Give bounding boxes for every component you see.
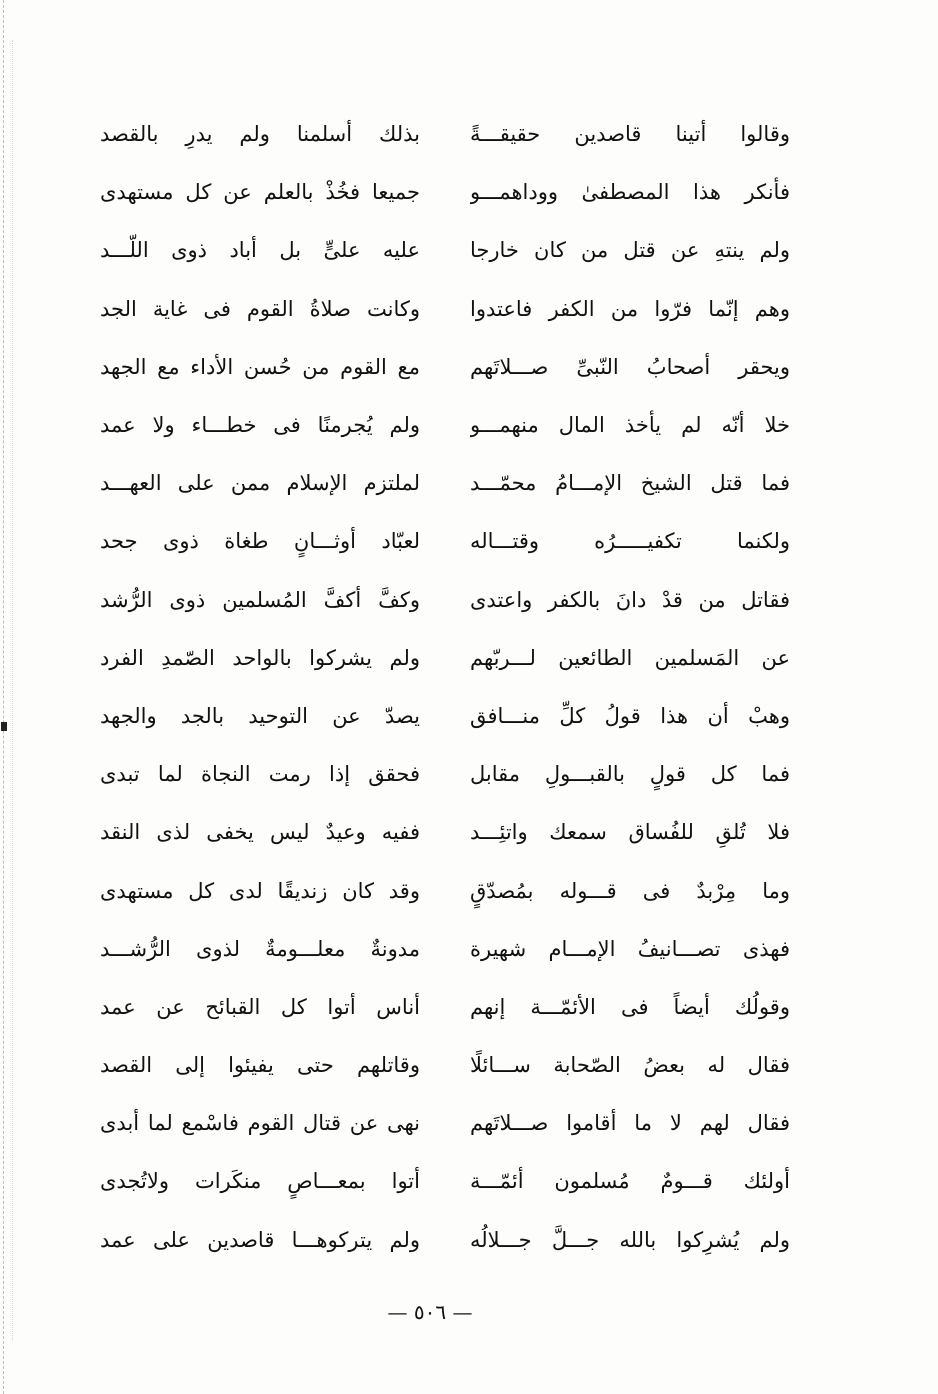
verse-second-hemistich: ولم يتركوهـــا قاصدين على عمد bbox=[100, 1227, 420, 1252]
verse-line bbox=[100, 338, 790, 396]
verse-line bbox=[100, 163, 790, 221]
verse-second-hemistich: عليه علىٍّ بل أباد ذوى اللّـــد bbox=[100, 238, 420, 263]
verse-first-hemistich: وهبْ أن هذا قولُ كلِّ منـــافق bbox=[470, 703, 790, 728]
verse-first-hemistich: وقالوا أتينا قاصدين حقيقـــةً bbox=[470, 122, 790, 147]
verse-first-hemistich: فقاتل من قدْ دانَ بالكفر واعتدى bbox=[470, 587, 790, 612]
verse-second-hemistich: أتوا بمعـــاصٍ منكَرات ولاتُجدى bbox=[100, 1169, 420, 1194]
verse-line bbox=[100, 861, 790, 919]
verse-second-hemistich: لعبّاد أوثـــانٍ طغاة ذوى جحد bbox=[100, 529, 420, 554]
verse-line bbox=[100, 1211, 790, 1269]
verse-second-hemistich: وقد كان زنديقًا لدى كل مستهدى bbox=[100, 878, 420, 903]
verse-first-hemistich: فقال لهم لا ما أقاموا صـــلاتَهم bbox=[470, 1111, 790, 1136]
verse-second-hemistich: فحقق إذا رمت النجاة لما تبدى bbox=[100, 762, 420, 787]
verse-first-hemistich: فهذى تصـــانيفُ الإمـــام شهيرة bbox=[470, 936, 790, 961]
verse-line bbox=[100, 571, 790, 629]
verse-line bbox=[100, 454, 790, 512]
verse-line bbox=[100, 745, 790, 803]
verse-first-hemistich: ولم ينتهِ عن قتل من كان خارجا bbox=[470, 238, 790, 263]
verse-line bbox=[100, 280, 790, 338]
verse-second-hemistich: لملتزم الإسلام ممن على العهـــد bbox=[100, 471, 420, 496]
verse-first-hemistich: وهم إنّما فرّوا من الكفر فاعتدوا bbox=[470, 296, 790, 321]
verse-first-hemistich: خلا أنّه لم يأخذ المال منهمـــو bbox=[470, 413, 790, 438]
verse-second-hemistich: مدونةٌ معلـــومةٌ لذوى الرُّشـــد bbox=[100, 936, 420, 961]
verse-second-hemistich: نهى عن قتال القوم فاسْمع لما أبدى bbox=[100, 1111, 420, 1136]
page-number: — ٥٠٦ — bbox=[387, 1300, 473, 1324]
poem-body bbox=[100, 105, 790, 1269]
verse-line bbox=[100, 1036, 790, 1094]
verse-first-hemistich: فقال له بعضُ الصّحابة ســـائلًا bbox=[470, 1053, 790, 1078]
verse-first-hemistich: وما مِرْبدٌ فى قـــوله بمُصدّقٍ bbox=[470, 878, 790, 903]
verse-second-hemistich: وكفَّ أكفَّ المُسلمين ذوى الرُّشد bbox=[100, 587, 420, 612]
verse-second-hemistich: وقاتلهم حتى يفيئوا إلى القصد bbox=[100, 1053, 420, 1078]
verse-first-hemistich: فما كل قولٍ بالقبـــولِ مقابل bbox=[470, 762, 790, 787]
verse-second-hemistich: مع القوم من حُسن الأداء مع الجهد bbox=[100, 354, 420, 379]
verse-line bbox=[100, 629, 790, 687]
verse-first-hemistich: أولئك قـــومٌ مُسلمون أئمّـــة bbox=[470, 1169, 790, 1194]
scan-edge-line bbox=[3, 0, 5, 1394]
verse-first-hemistich: عن المَسلمين الطائعين لـــربّهم bbox=[470, 645, 790, 670]
scan-edge-line-inner bbox=[12, 40, 14, 1340]
verse-first-hemistich: فأنكر هذا المصطفىٰ ووداهمـــو bbox=[470, 180, 790, 205]
verse-line bbox=[100, 978, 790, 1036]
verse-line bbox=[100, 105, 790, 163]
verse-second-hemistich: بذلك أسلمنا ولم يدرِ بالقصد bbox=[100, 122, 420, 147]
verse-line bbox=[100, 221, 790, 279]
verse-second-hemistich: أناس أتوا كل القبائح عن عمد bbox=[100, 994, 420, 1019]
verse-second-hemistich: يصدّ عن التوحيد بالجد والجهد bbox=[100, 703, 420, 728]
verse-second-hemistich: ففيه وعيدٌ ليس يخفى لذى النقد bbox=[100, 820, 420, 845]
verse-line bbox=[100, 1152, 790, 1210]
verse-first-hemistich: ويحقر أصحابُ النّبىِّ صـــلاتَهم bbox=[470, 354, 790, 379]
verse-line bbox=[100, 687, 790, 745]
verse-second-hemistich: ولم يشركوا بالواحد الصّمدِ الفرد bbox=[100, 645, 420, 670]
verse-second-hemistich: وكانت صلاةُ القوم فى غاية الجد bbox=[100, 296, 420, 321]
verse-first-hemistich: ولكنما تكفيـــــرُه وقتـــاله bbox=[470, 529, 790, 554]
verse-second-hemistich: جميعا فخُذْ بالعلم عن كل مستهدى bbox=[100, 180, 420, 205]
verse-line bbox=[100, 512, 790, 570]
verse-line bbox=[100, 396, 790, 454]
verse-line bbox=[100, 803, 790, 861]
scan-artifact-mark bbox=[1, 722, 7, 731]
verse-line bbox=[100, 920, 790, 978]
verse-first-hemistich: وقولُك أيضاً فى الأئمّـــة إنهم bbox=[470, 994, 790, 1019]
verse-first-hemistich: فما قتل الشيخ الإمـــامُ محمّـــد bbox=[470, 471, 790, 496]
verse-second-hemistich: ولم يُجرمنًا فى خطـــاء ولا عمد bbox=[100, 413, 420, 438]
verse-line bbox=[100, 1094, 790, 1152]
verse-first-hemistich: فلا تُلقِ للفُساق سمعك واتئِـــد bbox=[470, 820, 790, 845]
verse-first-hemistich: ولم يُشرِكوا بالله جـــلَّ جـــلالُه bbox=[470, 1227, 790, 1252]
